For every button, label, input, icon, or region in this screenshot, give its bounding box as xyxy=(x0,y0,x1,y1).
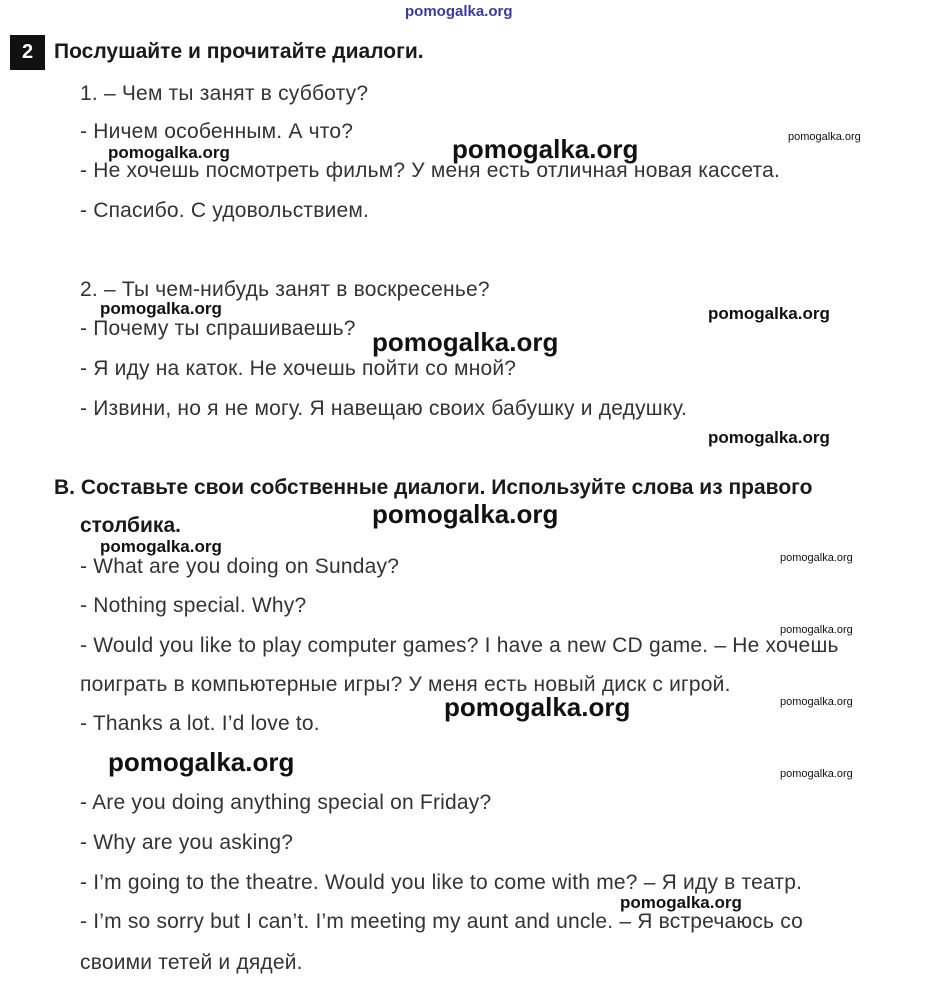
dialogue-2-line: - Я иду на каток. Не хочешь пойти со мной? xyxy=(80,357,517,380)
task-title: Послушайте и прочитайте диалоги. xyxy=(54,40,424,63)
dialogue-4-line: - I’m going to the theatre. Would you like to come with me? – Я иду в театр. xyxy=(80,871,803,894)
dialogue-1-line: 1. – Чем ты занят в субботу? xyxy=(80,82,369,105)
dialogue-1-line: - Ничем особенным. А что? xyxy=(80,120,354,143)
watermark: pomogalka.org xyxy=(780,696,853,708)
dialogue-3-line: - Thanks a lot. I’d love to. xyxy=(80,712,320,735)
watermark: pomogalka.org xyxy=(372,327,559,357)
dialogue-1-line: - Спасибо. С удовольствием. xyxy=(80,199,370,222)
watermark-top: pomogalka.org xyxy=(405,3,513,20)
section-b-title-cont: столбика. xyxy=(80,514,181,537)
dialogue-2-line: 2. – Ты чем-нибудь занят в воскресенье? xyxy=(80,278,490,301)
dialogue-3-line: - What are you doing on Sunday? xyxy=(80,555,400,578)
watermark: pomogalka.org xyxy=(788,131,861,143)
dialogue-4-line: - Why are you asking? xyxy=(80,831,294,854)
watermark: pomogalka.org xyxy=(108,747,295,777)
watermark: pomogalka.org xyxy=(452,134,639,164)
dialogue-2-line: - Почему ты спрашиваешь? xyxy=(80,317,356,340)
dialogue-4-line: - I’m so sorry but I can’t. I’m meeting my aunt and uncle. – Я встречаюсь со xyxy=(80,910,804,933)
watermark: pomogalka.org xyxy=(108,143,230,162)
dialogue-3-line: - Would you like to play computer games? I have a new CD game. – Не хочешь xyxy=(80,634,839,657)
watermark: pomogalka.org xyxy=(372,499,559,529)
watermark: pomogalka.org xyxy=(100,299,222,318)
watermark: pomogalka.org xyxy=(100,537,222,556)
section-b-title: B. Составьте свои собственные диалоги. Используйте слова из правого xyxy=(54,476,813,499)
dialogue-1-line: - Не хочешь посмотреть фильм? У меня есть отличная новая кассета. xyxy=(80,159,781,182)
dialogue-4-line: - Are you doing anything special on Friday? xyxy=(80,791,492,814)
dialogue-2-line: - Извини, но я не могу. Я навещаю своих бабушку и дедушку. xyxy=(80,397,688,420)
watermark: pomogalka.org xyxy=(780,624,853,636)
watermark: pomogalka.org xyxy=(780,768,853,780)
watermark: pomogalka.org xyxy=(620,893,742,912)
dialogue-4-line: своими тетей и дядей. xyxy=(80,951,303,974)
dialogue-3-line: поиграть в компьютерные игры? У меня есть новый диск с игрой. xyxy=(80,673,731,696)
watermark: pomogalka.org xyxy=(444,692,631,722)
dialogue-3-line: - Nothing special. Why? xyxy=(80,594,307,617)
watermark: pomogalka.org xyxy=(708,304,830,323)
watermark: pomogalka.org xyxy=(780,552,853,564)
task-number-badge: 2 xyxy=(10,35,45,70)
watermark: pomogalka.org xyxy=(708,428,830,447)
